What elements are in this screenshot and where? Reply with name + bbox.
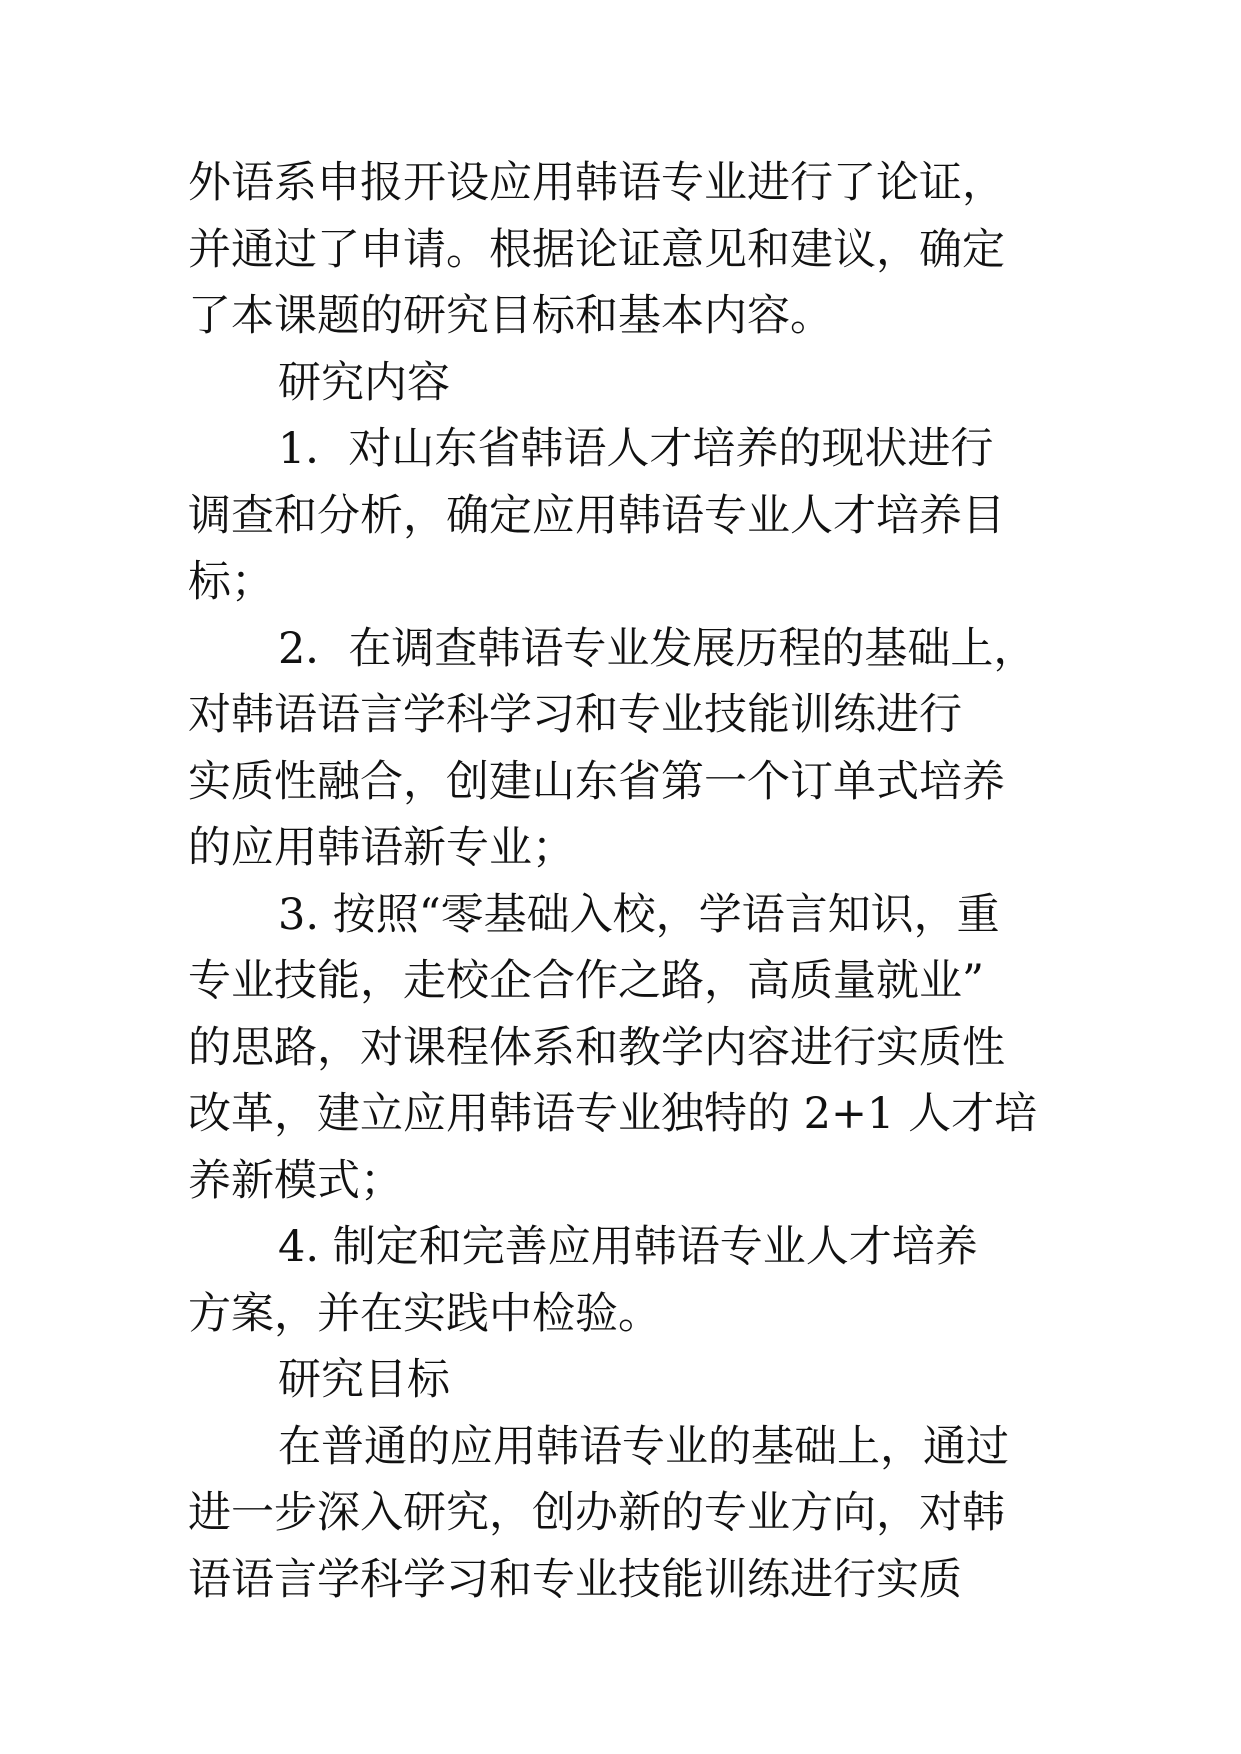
text-line: 改革，建立应用韩语专业独特的 2+1 人才培: [188, 1089, 1038, 1139]
list-item-4-start: 4. 制定和完善应用韩语专业人才培养: [278, 1222, 978, 1272]
text-line: 进一步深入研究，创办新的专业方向，对韩: [188, 1488, 1005, 1538]
section-heading-research-goals: 研究目标: [278, 1355, 450, 1405]
text-line: 标；: [188, 557, 274, 607]
text-line: 的思路，对课程体系和教学内容进行实质性: [188, 1022, 1005, 1073]
text-line: 外语系申报开设应用韩语专业进行了论证，: [188, 158, 1005, 208]
text-line: 了本课题的研究目标和基本内容。: [188, 291, 833, 341]
text-line: 调查和分析，确定应用韩语专业人才培养目: [188, 490, 1005, 541]
list-item-1-start: 1．对山东省韩语人才培养的现状进行: [278, 424, 994, 474]
document-body: [188, 150, 1068, 1613]
text-line: 并通过了申请。根据论证意见和建议，确定: [188, 224, 1005, 275]
text-line: 对韩语语言学科学习和专业技能训练进行: [188, 690, 962, 740]
text-line: 养新模式；: [188, 1155, 403, 1206]
text-line: 的应用韩语新专业；: [188, 823, 575, 873]
section-heading-research-content: 研究内容: [278, 357, 450, 408]
text-line: 语语言学科学习和专业技能训练进行实质: [188, 1554, 962, 1605]
list-item-2-start: 2．在调查韩语专业发展历程的基础上，: [278, 623, 1037, 674]
list-item-3-start: 3. 按照“零基础入校，学语言知识，重: [278, 889, 1000, 940]
text-line: 方案，并在实践中检验。: [188, 1288, 661, 1339]
text-line: 实质性融合，创建山东省第一个订单式培养: [188, 756, 1005, 807]
paragraph-start: 在普通的应用韩语专业的基础上，通过: [278, 1421, 1009, 1472]
text-line: 专业技能，走校企合作之路，高质量就业”: [188, 956, 984, 1006]
